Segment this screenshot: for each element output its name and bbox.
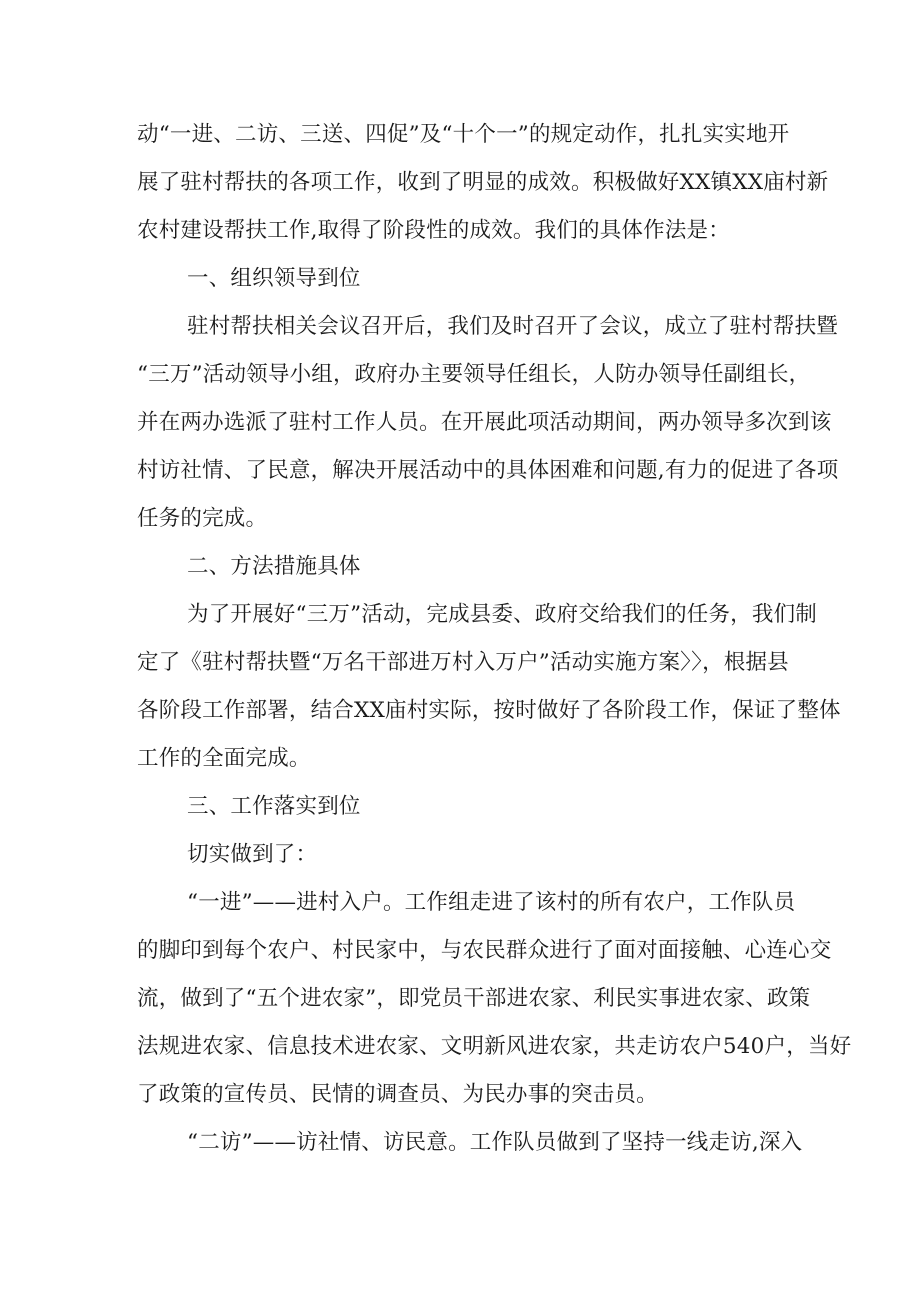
paragraph-line: “三万”活动领导小组，政府办主要领导任组长，人防办领导任副组长，: [137, 362, 811, 387]
paragraph-line: 流，做到了“五个进农家”，即党员干部进农家、利民实事进农家、政策: [137, 986, 811, 1011]
paragraph-line: “二访”——访社情、访民意。工作队员做到了坚持一线走访,深入: [187, 1130, 803, 1155]
paragraph-line: 切实做到了：: [187, 842, 318, 867]
paragraph-line: 驻村帮扶相关会议召开后，我们及时召开了会议，成立了驻村帮扶暨: [187, 314, 839, 339]
paragraph-line: 的脚印到每个农户、村民家中，与农民群众进行了面对面接触、心连心交: [137, 938, 832, 963]
paragraph-line: 农村建设帮扶工作,取得了阶段性的成效。我们的具体作法是：: [137, 218, 730, 243]
paragraph-line: 工作的全面完成。: [137, 746, 311, 771]
paragraph-line: 定了《驻村帮扶暨“万名干部进万村入万户”活动实施方案〉〉，根据县: [137, 650, 789, 675]
section-heading-3: 三、工作落实到位: [187, 794, 361, 819]
paragraph-line: “一进”——进村入户。工作组走进了该村的所有农户，工作队员: [187, 890, 796, 915]
paragraph-line: 展了驻村帮扶的各项工作，收到了明显的成效。积极做好XX镇XX庙村新: [137, 170, 829, 195]
section-heading-1: 一、组织领导到位: [187, 266, 361, 291]
paragraph-line: 为了开展好“三万”活动，完成县委、政府交给我们的任务，我们制: [187, 602, 817, 627]
paragraph-line: 村访社情、了民意，解决开展活动中的具体困难和问题,有力的促进了各项: [137, 458, 839, 483]
paragraph-line: 并在两办选派了驻村工作人员。在开展此项活动期间，两办领导多次到该: [137, 410, 832, 435]
paragraph-line: 法规进农家、信息技术进农家、文明新风进农家，共走访农户540户，当好: [137, 1034, 852, 1059]
paragraph-line: 了政策的宣传员、民情的调查员、为民办事的突击员。: [137, 1082, 658, 1107]
paragraph-line: 动“一进、二访、三送、四促”及“十个一”的规定动作，扎扎实实地开: [137, 122, 790, 147]
paragraph-line: 任务的完成。: [137, 506, 268, 531]
section-heading-2: 二、方法措施具体: [187, 554, 361, 579]
paragraph-line: 各阶段工作部署，结合XX庙村实际，按时做好了各阶段工作，保证了整体: [137, 698, 841, 723]
